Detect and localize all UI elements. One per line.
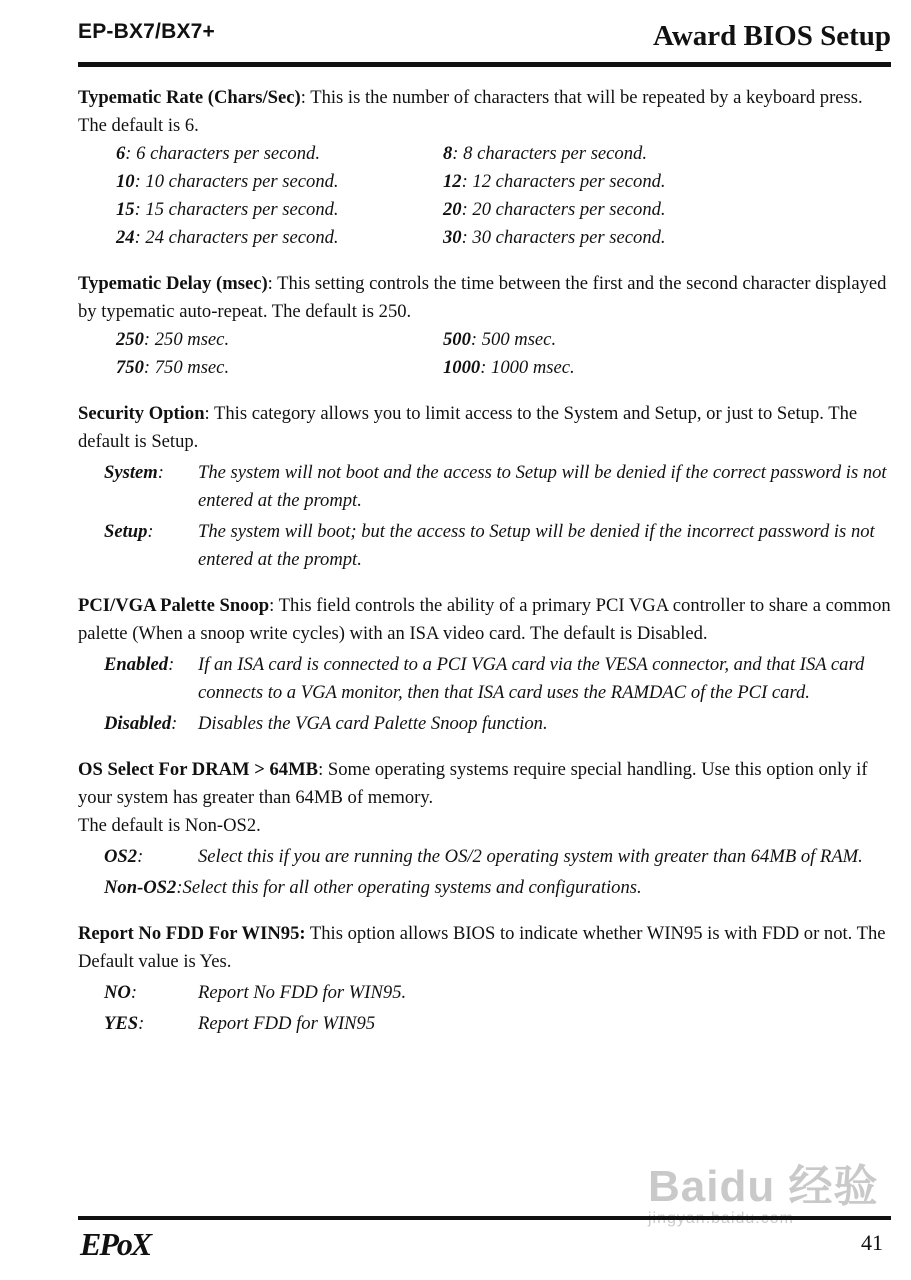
security-option-text: : This category allows you to limit access to the System and Setup, or just to Setup. The default is Setup. — [78, 403, 858, 452]
option-item: 1000: 1000 msec. — [443, 357, 575, 378]
typematic-delay-term: Typematic Delay (msec) — [78, 273, 268, 294]
option-item: 20: 20 characters per second. — [443, 199, 666, 220]
pci-vga-term: PCI/VGA Palette Snoop — [78, 595, 270, 616]
report-fdd-term: Report No FDD For WIN95: — [78, 923, 306, 944]
section-pci-vga-palette-snoop — [78, 592, 891, 738]
option-item: 6: 6 characters per second. — [116, 143, 320, 164]
option-item: Non-OS2: Select this for all other operating systems and configurations. — [104, 877, 642, 898]
option-item: Disabled: Disables the VGA card Palette Snoop function. — [104, 713, 548, 734]
pci-vga-values — [78, 651, 891, 738]
option-item: OS2: Select this if you are running the OS/2 operating system with greater than 64MB of RAM. — [104, 846, 863, 867]
option-item: 30: 30 characters per second. — [443, 227, 666, 248]
typematic-delay-description — [78, 270, 891, 326]
header-model: EP-BX7/BX7+ — [78, 20, 216, 43]
option-item: 24: 24 characters per second. — [116, 227, 339, 248]
report-fdd-values — [78, 979, 891, 1038]
pci-vga-description — [78, 592, 891, 648]
typematic-rate-options — [116, 140, 891, 252]
section-security-option — [78, 400, 891, 574]
option-item: 750: 750 msec. — [116, 357, 230, 378]
security-option-description — [78, 400, 891, 456]
header-title: Award BIOS Setup — [653, 20, 891, 52]
security-option-values — [78, 459, 891, 574]
header-rule — [78, 62, 891, 67]
option-item: Setup: The system will boot; but the access to Setup will be denied if the incorrect password is not entered at the prompt. — [104, 521, 875, 570]
option-item: YES: Report FDD for WIN95 — [104, 1013, 376, 1034]
epox-logo: EPoX — [80, 1226, 151, 1262]
typematic-rate-description — [78, 84, 891, 140]
os-select-description — [78, 756, 891, 812]
os-select-text: : Some operating systems require special handling. Use this option only if your system has greater than 64MB of memory. — [78, 759, 868, 808]
page-content — [78, 84, 891, 1056]
typematic-delay-text: : This setting controls the time between the first and the second character displayed by typematic auto-repeat. The default is 250. — [78, 273, 887, 322]
option-item: 8: 8 characters per second. — [443, 143, 647, 164]
section-os-select — [78, 756, 891, 902]
os-select-default: The default is Non-OS2. — [78, 815, 261, 836]
option-item: 12: 12 characters per second. — [443, 171, 666, 192]
page-number: 41 — [861, 1230, 883, 1255]
footer-rule — [78, 1216, 891, 1220]
typematic-delay-options — [116, 326, 891, 382]
security-option-term: Security Option — [78, 403, 205, 424]
option-item: 250: 250 msec. — [116, 329, 230, 350]
section-report-no-fdd — [78, 920, 891, 1038]
section-typematic-rate — [78, 84, 891, 252]
baidu-watermark: Baidu 经验 — [648, 1162, 879, 1211]
os-select-values — [78, 843, 891, 902]
option-item: 15: 15 characters per second. — [116, 199, 339, 220]
typematic-rate-term: Typematic Rate (Chars/Sec) — [78, 87, 301, 108]
option-item: System: The system will not boot and the access to Setup will be denied if the correct password is not entered at the prompt. — [104, 462, 887, 511]
pci-vga-text: : This field controls the ability of a primary PCI VGA controller to share a common palette (When a snoop write cycles) with an ISA video card. The default is Disabled. — [78, 595, 891, 644]
option-item: Enabled: If an ISA card is connected to a PCI VGA card via the VESA connector, and that ISA card connects to a VGA monitor, then that ISA card uses the RAMDAC of the PCI card. — [104, 654, 865, 703]
section-typematic-delay — [78, 270, 891, 382]
typematic-rate-text: : This is the number of characters that will be repeated by a keyboard press. The default is 6. — [78, 87, 863, 136]
report-fdd-text: This option allows BIOS to indicate whether WIN95 is with FDD or not. The Default value is Yes. — [78, 923, 886, 972]
option-item: NO: Report No FDD for WIN95. — [104, 982, 407, 1003]
os-select-term: OS Select For DRAM > 64MB — [78, 759, 319, 780]
report-fdd-description — [78, 920, 891, 976]
option-item: 500: 500 msec. — [443, 329, 557, 350]
option-item: 10: 10 characters per second. — [116, 171, 339, 192]
